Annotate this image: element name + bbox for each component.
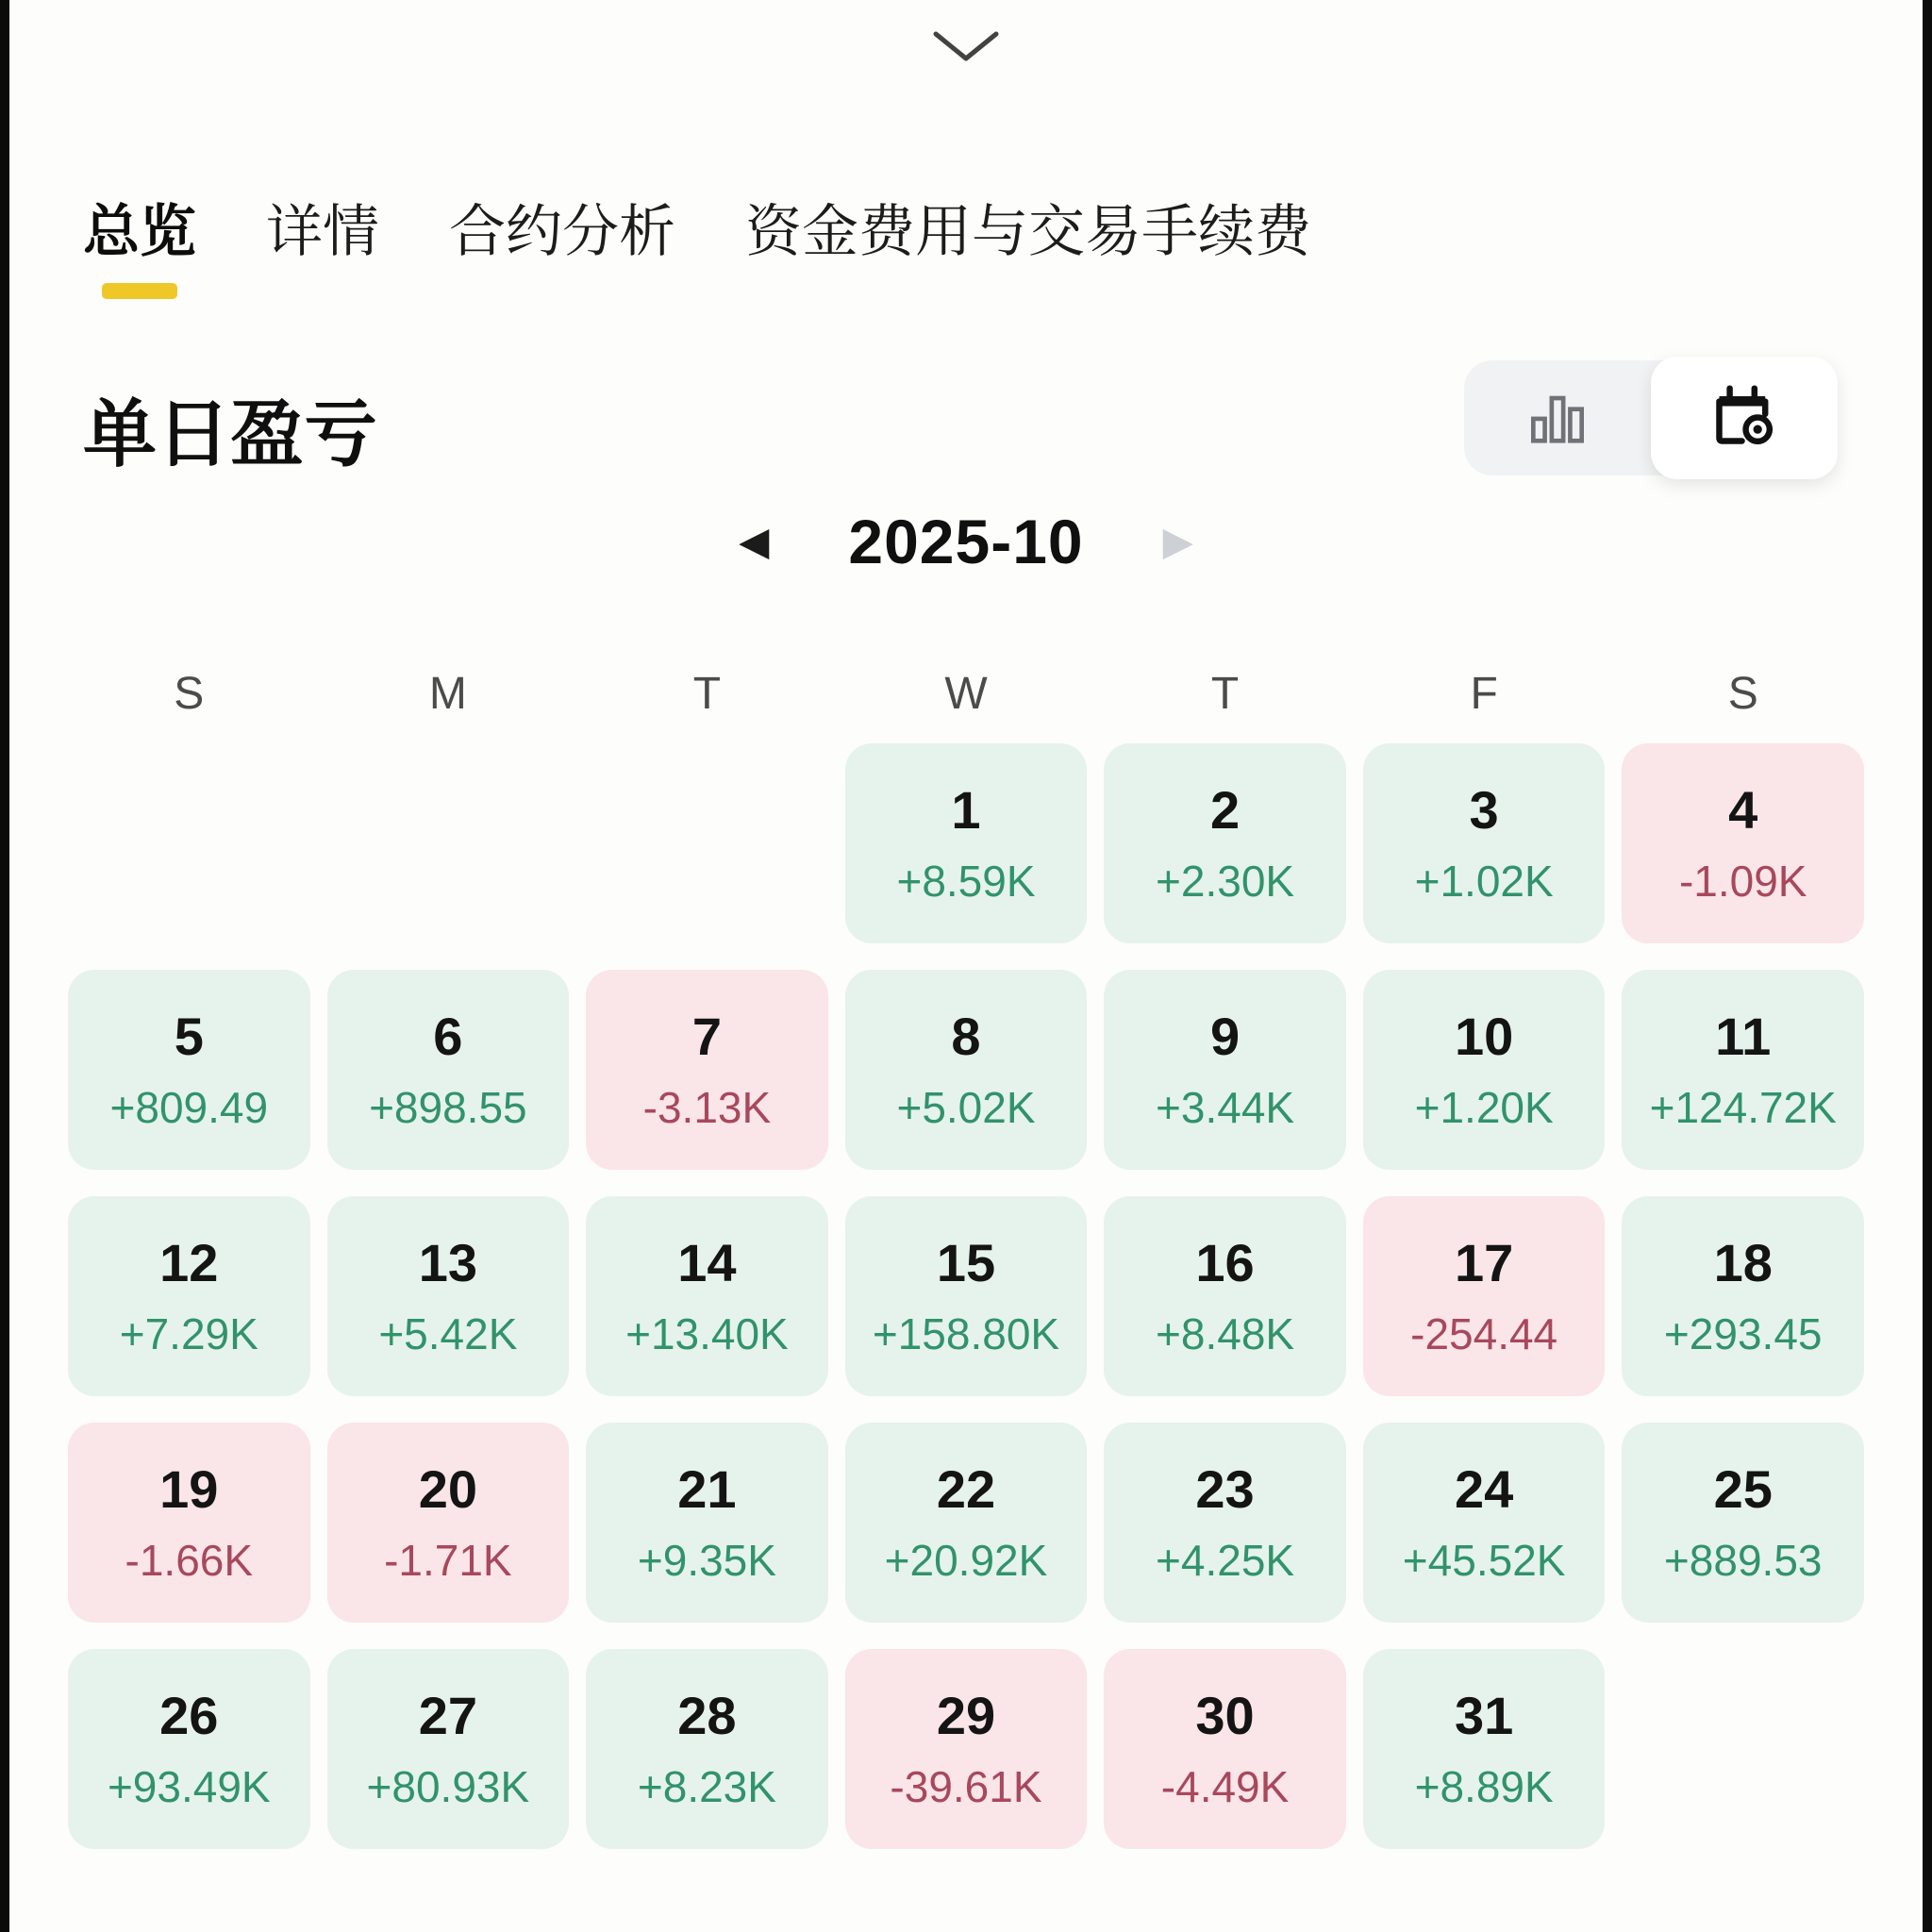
calendar-day-cell[interactable] (327, 1196, 570, 1396)
day-number: 5 (174, 1007, 204, 1066)
day-pnl-value: -39.61K (890, 1762, 1042, 1811)
calendar-day-cell[interactable] (845, 1196, 1088, 1396)
day-pnl-value: +20.92K (884, 1536, 1048, 1585)
calendar-day-cell[interactable] (1104, 743, 1346, 943)
day-pnl-value: +13.40K (625, 1309, 789, 1358)
day-pnl-value: +80.93K (366, 1762, 530, 1811)
day-number: 17 (1454, 1233, 1514, 1292)
day-number: 10 (1454, 1007, 1514, 1066)
calendar-day-cell[interactable] (586, 1423, 828, 1623)
day-pnl-value: +8.59K (896, 857, 1036, 906)
calendar-grid (68, 743, 1864, 1849)
day-pnl-value: +7.29K (119, 1309, 258, 1358)
day-pnl-value: +8.23K (637, 1762, 776, 1811)
day-number: 18 (1713, 1233, 1773, 1292)
day-number: 2 (1209, 780, 1241, 840)
day-pnl-value: +1.02K (1414, 857, 1554, 906)
day-pnl-value: -4.49K (1160, 1762, 1290, 1811)
day-number: 13 (418, 1233, 477, 1292)
day-number: 29 (936, 1686, 996, 1745)
day-number: 3 (1469, 780, 1499, 840)
calendar-day-cell[interactable] (1363, 970, 1606, 1170)
day-number: 26 (159, 1686, 219, 1745)
calendar-day-cell[interactable] (1363, 743, 1606, 943)
day-pnl-value: -1.66K (125, 1536, 254, 1585)
day-pnl-value: -254.44 (1410, 1309, 1558, 1358)
day-number: 31 (1454, 1686, 1514, 1745)
empty-day-cell (68, 743, 310, 943)
calendar-day-cell[interactable] (1104, 1649, 1346, 1849)
day-number: 30 (1195, 1686, 1255, 1745)
weekday-header: S (174, 669, 205, 719)
calendar-day-cell[interactable] (845, 1649, 1088, 1849)
day-number: 11 (1715, 1007, 1772, 1066)
day-number: 20 (418, 1459, 477, 1519)
tab-contract-analysis[interactable] (449, 187, 675, 268)
day-pnl-value: +293.45 (1663, 1309, 1823, 1358)
calendar-day-cell[interactable] (68, 970, 310, 1170)
collapse-chevron-icon[interactable] (914, 19, 1018, 75)
weekday-header-row (68, 668, 1864, 720)
calendar-day-cell[interactable] (586, 1196, 828, 1396)
day-pnl-value: +93.49K (107, 1762, 271, 1811)
day-number: 4 (1728, 780, 1758, 840)
calendar-day-cell[interactable] (1622, 743, 1864, 943)
day-number: 22 (936, 1459, 996, 1519)
weekday-header: M (428, 669, 467, 719)
weekday-header: T (1210, 669, 1240, 719)
day-number: 8 (951, 1007, 981, 1066)
page-title: 单日盈亏 (83, 392, 378, 475)
day-number: 9 (1209, 1007, 1241, 1066)
calendar-day-cell[interactable] (586, 970, 828, 1170)
day-pnl-value: +1.20K (1414, 1083, 1554, 1132)
day-pnl-value: +898.55 (369, 1083, 527, 1132)
calendar-day-cell[interactable] (1104, 970, 1346, 1170)
day-pnl-value: +8.48K (1156, 1309, 1295, 1358)
day-number: 25 (1713, 1459, 1773, 1519)
day-pnl-value: -1.09K (1678, 857, 1807, 906)
calendar-day-cell[interactable] (1363, 1196, 1606, 1396)
day-number: 27 (418, 1686, 477, 1745)
bar-chart-icon (1524, 383, 1591, 454)
calendar-day-cell[interactable] (1363, 1423, 1606, 1623)
calendar-day-cell[interactable] (1104, 1196, 1346, 1396)
calendar-day-cell[interactable] (845, 970, 1088, 1170)
calendar-day-cell[interactable] (327, 970, 570, 1170)
weekday-header: W (944, 669, 988, 719)
day-pnl-value: +124.72K (1649, 1083, 1837, 1132)
day-pnl-value: +5.02K (896, 1083, 1036, 1132)
day-pnl-value: +889.53 (1663, 1536, 1823, 1585)
month-label: 2025-10 (848, 507, 1084, 576)
calendar-day-cell[interactable] (586, 1649, 828, 1849)
empty-day-cell (327, 743, 570, 943)
month-navigation (0, 506, 1932, 577)
tab-funding-fees-label: 资金费用与交易手续费 (745, 200, 1311, 263)
calendar-day-cell[interactable] (327, 1423, 570, 1623)
calendar-day-cell[interactable] (1104, 1423, 1346, 1623)
calendar-view-button[interactable] (1651, 357, 1838, 479)
tab-funding-fees[interactable] (745, 187, 1311, 268)
calendar-day-cell[interactable] (68, 1196, 310, 1396)
calendar-day-cell[interactable] (1363, 1649, 1606, 1849)
bar-chart-view-button[interactable] (1464, 360, 1651, 475)
day-pnl-value: +158.80K (872, 1309, 1060, 1358)
day-number: 24 (1454, 1459, 1514, 1519)
tab-bar (83, 187, 1311, 268)
calendar-day-cell[interactable] (68, 1423, 310, 1623)
day-number: 6 (433, 1007, 463, 1066)
previous-month-button[interactable]: ◀ (739, 519, 770, 563)
day-pnl-value: +8.89K (1414, 1762, 1554, 1811)
day-pnl-value: -1.71K (384, 1536, 512, 1585)
day-pnl-value: +9.35K (637, 1536, 776, 1585)
next-month-button[interactable]: ▶ (1162, 519, 1193, 563)
tab-contract-analysis-label: 合约分析 (449, 200, 675, 263)
day-number: 16 (1195, 1233, 1255, 1292)
day-number: 15 (936, 1233, 996, 1292)
day-number: 23 (1195, 1459, 1255, 1519)
active-tab-underline (102, 283, 177, 299)
view-toggle (1464, 360, 1834, 475)
calendar-day-cell[interactable] (845, 743, 1088, 943)
calendar-clock-icon (1709, 381, 1779, 456)
day-pnl-value: +2.30K (1156, 857, 1295, 906)
day-number: 7 (691, 1007, 722, 1066)
day-number: 21 (677, 1459, 737, 1519)
day-number: 28 (677, 1686, 737, 1745)
calendar-day-cell[interactable] (68, 1649, 310, 1849)
day-pnl-value: +5.42K (378, 1309, 518, 1358)
tab-overview[interactable] (83, 187, 196, 268)
weekday-header: S (1727, 669, 1758, 719)
tab-details[interactable] (266, 187, 379, 268)
day-pnl-value: +3.44K (1156, 1083, 1295, 1132)
empty-day-cell (586, 743, 828, 943)
calendar-day-cell[interactable] (327, 1649, 570, 1849)
day-number: 14 (677, 1233, 737, 1292)
day-number: 12 (159, 1233, 219, 1292)
day-number: 1 (951, 780, 981, 840)
day-pnl-value: +45.52K (1402, 1536, 1566, 1585)
day-pnl-value: -3.13K (642, 1083, 772, 1132)
calendar-day-cell[interactable] (1622, 1196, 1864, 1396)
day-number: 19 (159, 1459, 219, 1519)
tab-overview-label: 总览 (83, 200, 196, 263)
day-pnl-value: +809.49 (109, 1083, 269, 1132)
calendar-day-cell[interactable] (1622, 1423, 1864, 1623)
calendar-day-cell[interactable] (845, 1423, 1088, 1623)
calendar-day-cell[interactable] (1622, 970, 1864, 1170)
day-pnl-value: +4.25K (1156, 1536, 1295, 1585)
weekday-header: T (692, 669, 722, 719)
left-edge-bar (0, 0, 9, 1932)
tab-details-label: 详情 (266, 200, 379, 263)
weekday-header: F (1470, 669, 1498, 719)
right-edge-bar (1923, 0, 1932, 1932)
